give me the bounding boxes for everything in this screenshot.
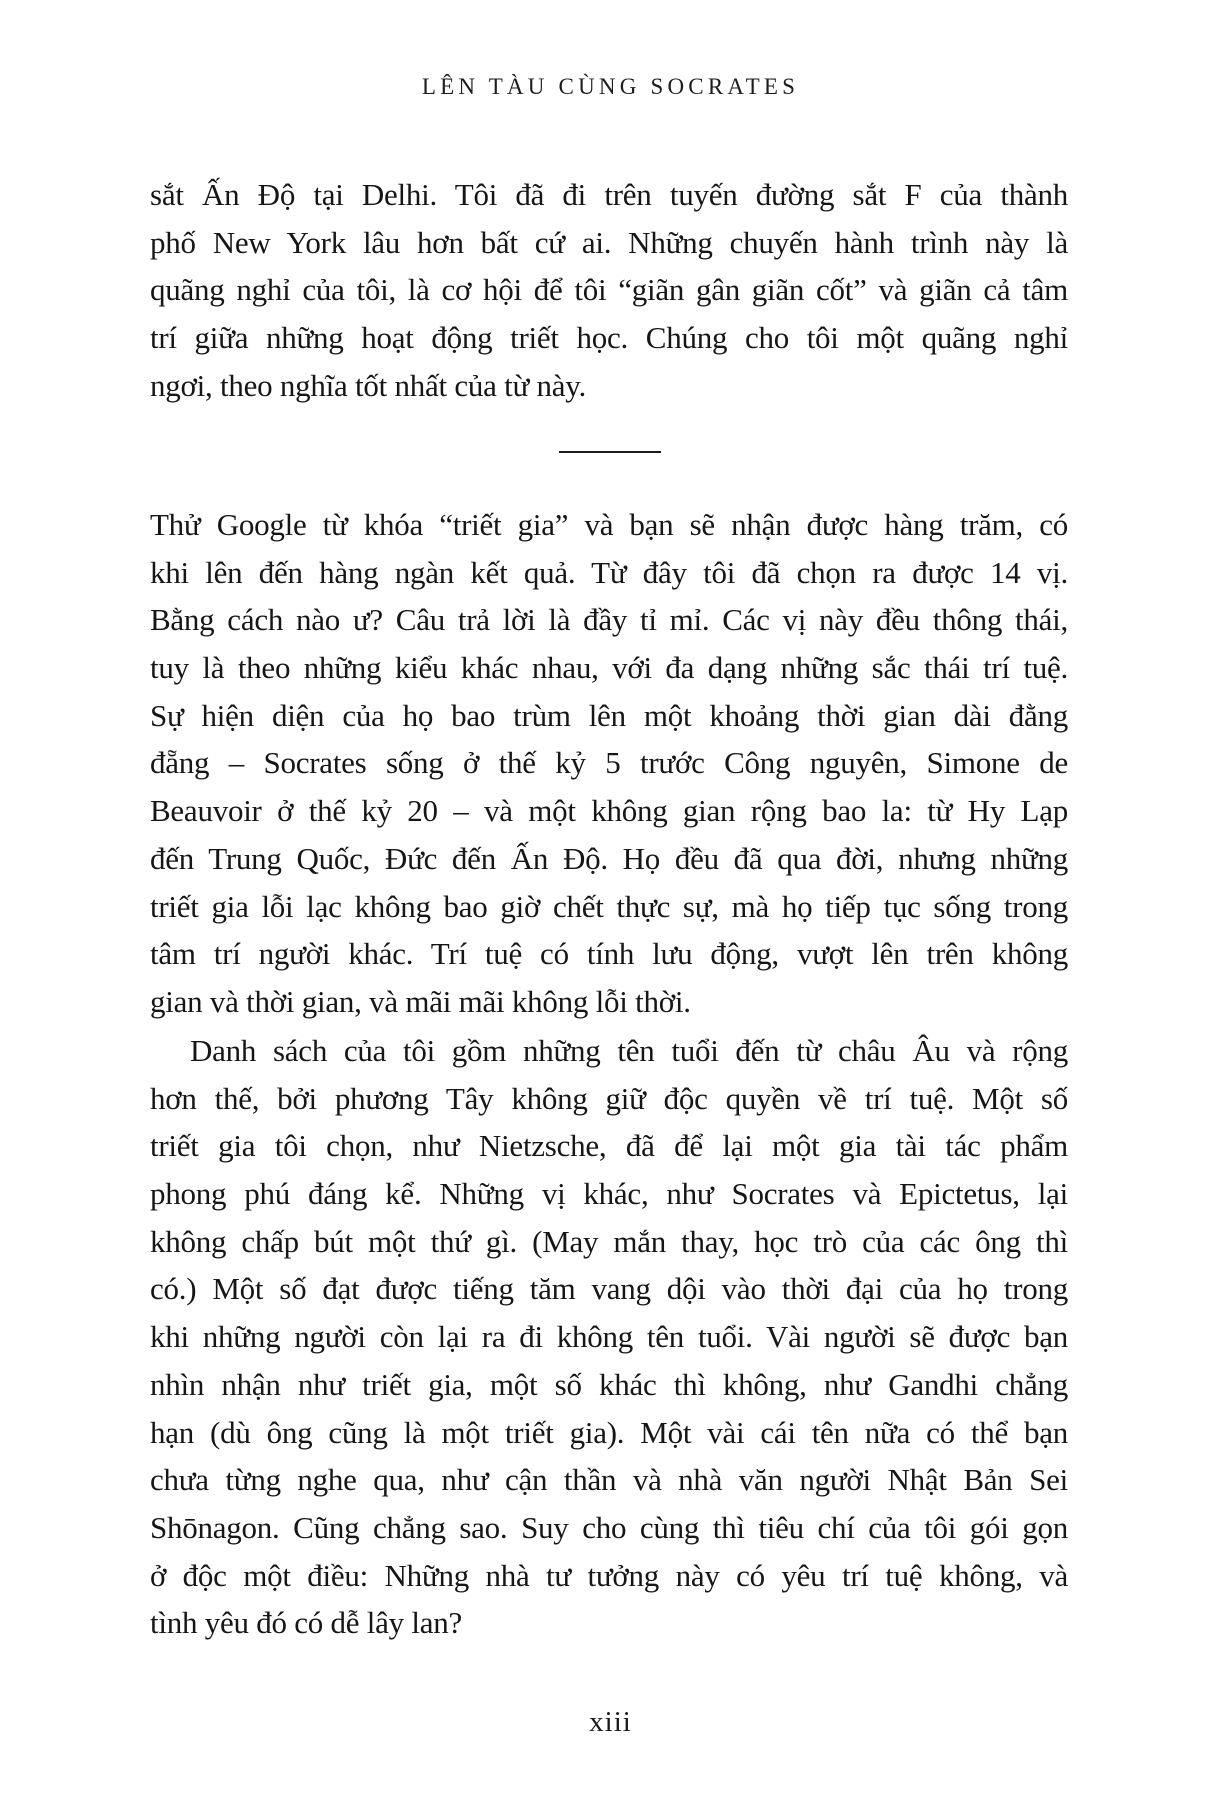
text-line: Shōnagon. Cũng chẳng sao. Suy cho cùng thì tiêu chí của tôi gói gọn (150, 1509, 1068, 1545)
body-paragraph-3 (150, 1027, 1068, 1647)
text-line: quãng nghỉ của tôi, là cơ hội để tôi “giãn gân giãn cốt” và giãn cả tâm (150, 272, 1068, 308)
text-line: gian và thời gian, và mãi mãi không lỗi thời. (150, 983, 691, 1019)
body-paragraph-1 (150, 171, 1068, 409)
text-line: Bằng cách nào ư? Câu trả lời là đầy tỉ mỉ. Các vị này đều thông thái, (150, 602, 1068, 638)
text-line: có.) Một số đạt được tiếng tăm vang dội vào thời đại của họ trong (150, 1271, 1068, 1307)
page-number: xiii (589, 1706, 632, 1738)
text-line: ngơi, theo nghĩa tốt nhất của từ này. (150, 367, 587, 403)
text-line: trí giữa những hoạt động triết học. Chúng cho tôi một quãng nghỉ (150, 320, 1068, 356)
section-break-rule (559, 451, 661, 453)
text-line: triết gia lỗi lạc không bao giờ chết thực sự, mà họ tiếp tục sống trong (150, 888, 1068, 924)
text-line: phong phú đáng kể. Những vị khác, như Socrates và Epictetus, lại (150, 1176, 1068, 1212)
running-header: LÊN TÀU CÙNG SOCRATES (421, 74, 800, 99)
text-line: Beauvoir ở thế kỷ 20 – và một không gian rộng bao la: từ Hy Lạp (150, 793, 1068, 829)
text-line: khi những người còn lại ra đi không tên tuổi. Vài người sẽ được bạn (150, 1319, 1068, 1355)
text-line: hạn (dù ông cũng là một triết gia). Một vài cái tên nữa có thể bạn (150, 1414, 1068, 1450)
text-line: sắt Ấn Độ tại Delhi. Tôi đã đi trên tuyến đường sắt F của thành (150, 177, 1068, 212)
text-line: Sự hiện diện của họ bao trùm lên một khoảng thời gian dài đằng (150, 697, 1068, 733)
text-line: ở độc một điều: Những nhà tư tưởng này có yêu trí tuệ không, và (150, 1557, 1068, 1593)
text-line: tuy là theo những kiểu khác nhau, với đa dạng những sắc thái trí tuệ. (150, 650, 1068, 686)
text-line: tình yêu đó có dễ lây lan? (150, 1605, 463, 1641)
text-line: Thử Google từ khóa “triết gia” và bạn sẽ nhận được hàng trăm, có (150, 507, 1068, 542)
text-line: phố New York lâu hơn bất cứ ai. Những chuyến hành trình này là (150, 224, 1068, 260)
text-line: đến Trung Quốc, Đức đến Ấn Độ. Họ đều đã qua đời, nhưng những (150, 840, 1068, 876)
text-line: không chấp bút một thứ gì. (May mắn thay, học trò của các ông thì (150, 1223, 1068, 1259)
text-line: chưa từng nghe qua, như cận thần và nhà văn người Nhật Bản Sei (150, 1462, 1068, 1498)
text-line: khi lên đến hàng ngàn kết quả. Từ đây tôi đã chọn ra được 14 vị. (150, 554, 1068, 590)
text-line: hơn thế, bởi phương Tây không giữ độc quyền về trí tuệ. Một số (150, 1080, 1068, 1116)
text-line: tâm trí người khác. Trí tuệ có tính lưu động, vượt lên trên không (150, 936, 1068, 972)
body-paragraph-2 (150, 501, 1068, 1026)
text-line: triết gia tôi chọn, như Nietzsche, đã để lại một gia tài tác phẩm (150, 1128, 1068, 1164)
text-line: nhìn nhận như triết gia, một số khác thì không, như Gandhi chẳng (150, 1366, 1068, 1402)
text-line: Danh sách của tôi gồm những tên tuổi đến từ châu Âu và rộng (190, 1033, 1068, 1068)
text-line: đẵng – Socrates sống ở thế kỷ 5 trước Công nguyên, Simone de (150, 745, 1068, 781)
